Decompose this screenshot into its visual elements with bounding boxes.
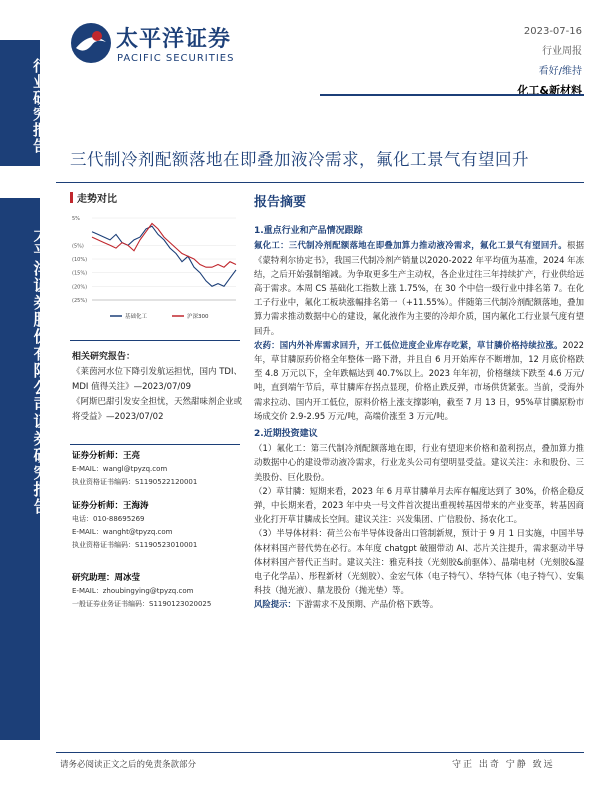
recommendation: （2）草甘膦：短期来看，2023 年 6 月草甘膦单月去库存幅度达到了 30%，价格企稳反弹，中长期来看，2023 年中央一号文件首次提出重视转基因带来的产业变革，转基因商业化打开草甘膦成长空间。建议关注：兴发集团、广信股份、扬农化工。 [254, 485, 584, 525]
legend-label: 沪深300 [187, 314, 209, 320]
section-heading: 1.重点行业和产品情况跟踪 [254, 226, 363, 237]
related-item[interactable]: 《阿斯巴甜引发安全担忧，天然甜味剂企业或将受益》—2023/07/02 [72, 397, 243, 422]
chart-bottom-rule [70, 340, 240, 341]
analyst-name: 证券分析师：王亮 [72, 451, 141, 461]
footer-disclaimer: 请务必阅读正文之后的免责条款部分 [60, 760, 197, 770]
sidebar-bottom-text: 太平洋证券股份有限公司证券研究报告 [31, 226, 50, 515]
logo-english: PACIFIC SECURITIES [117, 53, 235, 64]
summary-title: 报告摘要 [254, 195, 307, 210]
fluorine-paragraph [254, 238, 584, 337]
related-heading: 相关研究报告： [72, 352, 136, 362]
section-heading: 2.近期投资建议 [254, 429, 318, 440]
related-item[interactable]: 《莱茵河水位下降引发航运担忧，国内 TDI、MDI 值得关注》—2023/07/09 [72, 367, 242, 392]
recommendation: （1）氟化工：第三代制冷剂配额落地在即，行业有望迎来价格和盈利拐点，叠加算力推动数据中心的建设带动液冷需求，行业龙头公司有望明显受益。建议关注：永和股份、三美股份、巨化股份。 [254, 443, 584, 482]
legend-label: 基础化工 [125, 314, 148, 320]
footer-rule [56, 752, 584, 753]
analyst-cert: 执业资格证书编码：S1190522120001 [72, 478, 198, 486]
trend-heading [70, 190, 240, 205]
analyst-name: 证券分析师：王海涛 [72, 501, 149, 511]
analyst-cert: 一般证券业务证书编码：S1190123020025 [72, 600, 212, 608]
rating: 看好/维持 [538, 66, 582, 77]
heading-bar-icon [70, 192, 73, 203]
pesticide-highlight: 农药：国内外补库需求回升，开工低位进度企业库存吃紧，草甘膦价格持续拉涨。 [254, 339, 563, 350]
analyst-email[interactable]: E-MAIL：zhoubingying@tpyzq.com [72, 587, 194, 595]
fluorine-body: 根据《蒙特利尔协定书》，我国三代制冷剂产销量以2020-2022 年平均值为基准，2024 年冻结，之后开始强制缩减。为争取更多生产主动权，各企业过往三年持续扩产，行业供给远高于需求。本周 CS 基础化工指数上涨 1.75%，在 30 个中信一级行业中排名第 7。在化工子行业中，氟化工板块涨幅排名第一（+11.55%）。伴随第三代制冷剂配额落地，叠加算力需求推动数据中心的建设，氟化液作为主要的冷却介质，国内氟化工行业景气度有望回升。 [254, 240, 585, 336]
analyst-name: 研究助理：周冰莹 [72, 573, 141, 583]
header-meta [517, 26, 582, 103]
related-bottom-rule [70, 444, 240, 445]
logo-name: 太平洋证券 [116, 27, 232, 52]
analyst-phone: 电话：010-88695269 [72, 515, 145, 523]
risk-paragraph [254, 597, 584, 611]
analyst-cert: 执业资格证书编码：S1190523010001 [72, 541, 198, 549]
report-date: 2023-07-16 [523, 26, 582, 37]
analyst-block [72, 572, 244, 611]
report-title: 三代制冷剂配额落地在即叠加液冷需求，氟化工景气有望回升 [70, 150, 529, 169]
series-line-0 [92, 226, 236, 286]
company-logo [70, 20, 290, 70]
y-tick-label: (10%) [72, 257, 88, 263]
risk-highlight: 风险提示： [254, 599, 296, 610]
related-reports [72, 350, 244, 425]
analyst-block [72, 450, 244, 489]
pesticide-body: 2022 年，草甘膦原药价格全年整体一路下滑，并且自 6 月开始库存不断增加，12 月底价格跌至 4.8 万元以下，全年跌幅达到 40.7%以上。2023 年年初，价格继续下跌至 4.6 万元/吨，直到端午节后，草甘膦库存拐点显现，价格止跌反弹，市场供货紧张。当前，受海外需求拉动、国内开工低位，原料价格上涨支撑影响，截至 7 月 13 日，95%草甘膦原粉市场成交价 2.9-2.95 万元/吨，高端价涨至 3 万元/吨。 [254, 339, 584, 421]
report-type: 行业周报 [542, 46, 582, 57]
trend-chart [70, 210, 242, 330]
analyst-email[interactable]: E-MAIL：wangl@tpyzq.com [72, 465, 168, 473]
trend-heading-text: 走势对比 [77, 194, 117, 205]
recommendation: （3）半导体材料：荷兰公布半导体设备出口管制新规，预计于 9 月 1 日实施，中国半导体材料国产替代势在必行。本年度 chatgpt 破圈带动 AI、芯片关注提升，需求驱动半导体材料国产替代正当时。建议关注：雅克科技（光刻胶&前驱体）、晶瑞电材（光刻胶&湿电子化学品）、彤程新材（光刻胶）、金宏气体（电子特气）、华特气体（电子特气）、安集科技（抛光液）、鼎龙股份（抛光垫）等。 [254, 528, 584, 596]
sidebar-top-text: 行业研究报告 [31, 58, 49, 154]
pesticide-paragraph [254, 338, 584, 423]
y-tick-label: (20%) [72, 284, 88, 291]
analyst-block [72, 500, 244, 552]
fluorine-highlight: 氟化工：三代制冷剂配额落地在即叠加算力推动液冷需求，氟化工景气有望回升。 [254, 240, 567, 251]
analyst-email[interactable]: E-MAIL：wanght@tpyzq.com [72, 528, 173, 536]
report-summary [254, 196, 584, 612]
footer-slogan: 守正 出奇 宁静 致远 [452, 760, 555, 770]
title-rule [56, 182, 584, 183]
y-tick-label: (15%) [72, 270, 88, 277]
logo-mark-icon [70, 22, 112, 64]
risk-body: 下游需求不及预期、产品价格下跌等。 [295, 599, 439, 610]
header-rule [320, 94, 584, 96]
y-tick-label: (5%) [72, 243, 84, 250]
y-tick-label: (25%) [72, 298, 88, 304]
y-tick-label: 5% [72, 216, 80, 222]
industry-label: 化工&新材料 [517, 84, 582, 97]
trend-section [70, 190, 240, 205]
